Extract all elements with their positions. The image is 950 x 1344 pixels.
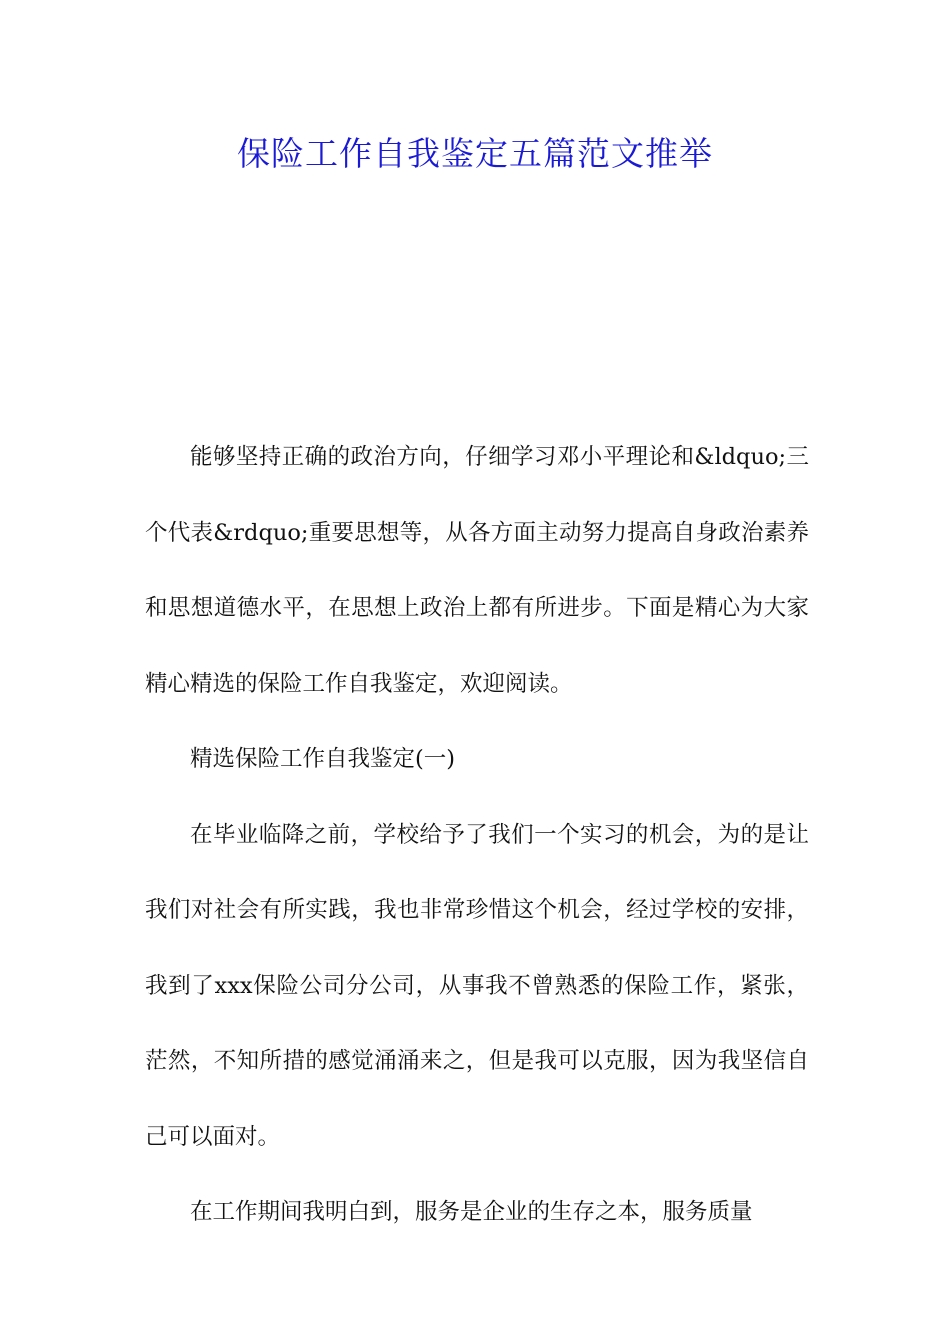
body-paragraph: 在工作期间我明白到，服务是企业的生存之本，服务质量 — [190, 1199, 753, 1225]
section-heading: 精选保险工作自我鉴定(一) — [190, 746, 456, 772]
document-title: 保险工作自我鉴定五篇范文推举 — [237, 134, 713, 173]
body-paragraph: 在毕业临降之前，学校给予了我们一个实习的机会，为的是让我们对社会有所实践，我也非常珍惜这个机会，经过学校的安排，我到了xxx保险公司分公司，从事我不曾熟悉的保险工作，紧张，茫然，不知所措的感觉涌涌来之，但是我可以克服，因为我坚信自己可以面对。 — [145, 821, 809, 1150]
intro-paragraph: 能够坚持正确的政治方向，仔细学习邓小平理论和&ldquo;三个代表&rdquo;重要思想等，从各方面主动努力提高自身政治素养和思想道德水平，在思想上政治上都有所进步。下面是精心为大家精心精选的保险工作自我鉴定，欢迎阅读。 — [145, 444, 809, 697]
document-body — [145, 420, 809, 1251]
